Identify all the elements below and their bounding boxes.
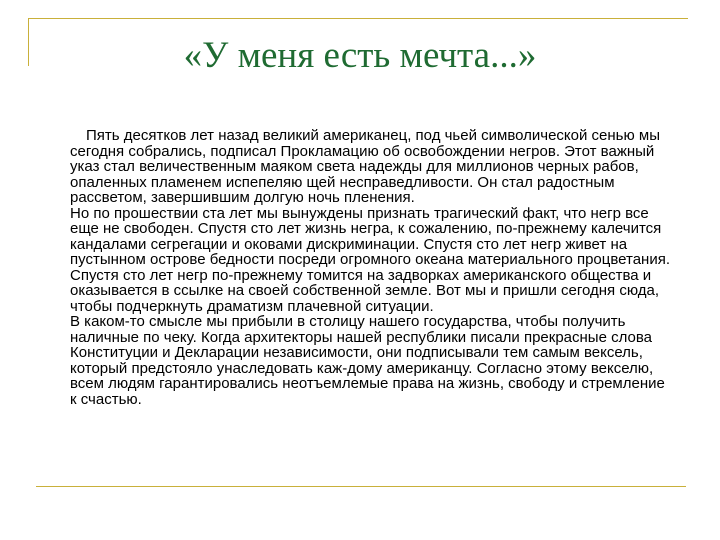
paragraph-3: В каком-то смысле мы прибыли в столицу нашего государства, чтобы получить наличные по чеку. Когда архитекторы нашей республики писали прекрасные слова Конституции и Декларации независимости, они подписывали тем самым вексель, который предстояло унаследовать каж-дому американцу. Согласно этому векселю, всем людям гарантировались неотъемлемые права на жизнь, свободу и стремление к счастью.: [70, 313, 665, 408]
bottom-rule: [36, 486, 686, 487]
slide-title: «У меня есть мечта...»: [183, 35, 537, 76]
paragraph-1: Пять десятков лет назад великий американец, под чьей символической сенью мы сегодня собрались, подписал Прокламацию об освобождении негров. Этот важный указ стал величественным маяком света надежды для миллионов черных рабов, опаленных пламенем испепеляю щей несправедливости. Он стал радостным рассветом, завершившим долгую ночь пленения.: [70, 127, 660, 206]
paragraph-2: Но по прошествии ста лет мы вынуждены признать трагический факт, что негр все еще не свободен. Спустя сто лет жизнь негра, к сожалению, по-прежнему калечится кандалами сегрегации и оковами дискриминации. Спустя сто лет негр живет на пустынном острове бедности посреди огромного океана материального процветания. Спустя сто лет негр по-прежнему томится на задворках американского общества и оказывается в ссылке на своей собственной земле. Вот мы и пришли сегодня сюда, чтобы подчеркнуть драматизм плачевной ситуации.: [70, 204, 671, 315]
slide-body: [70, 128, 670, 407]
top-rule: [28, 18, 688, 19]
